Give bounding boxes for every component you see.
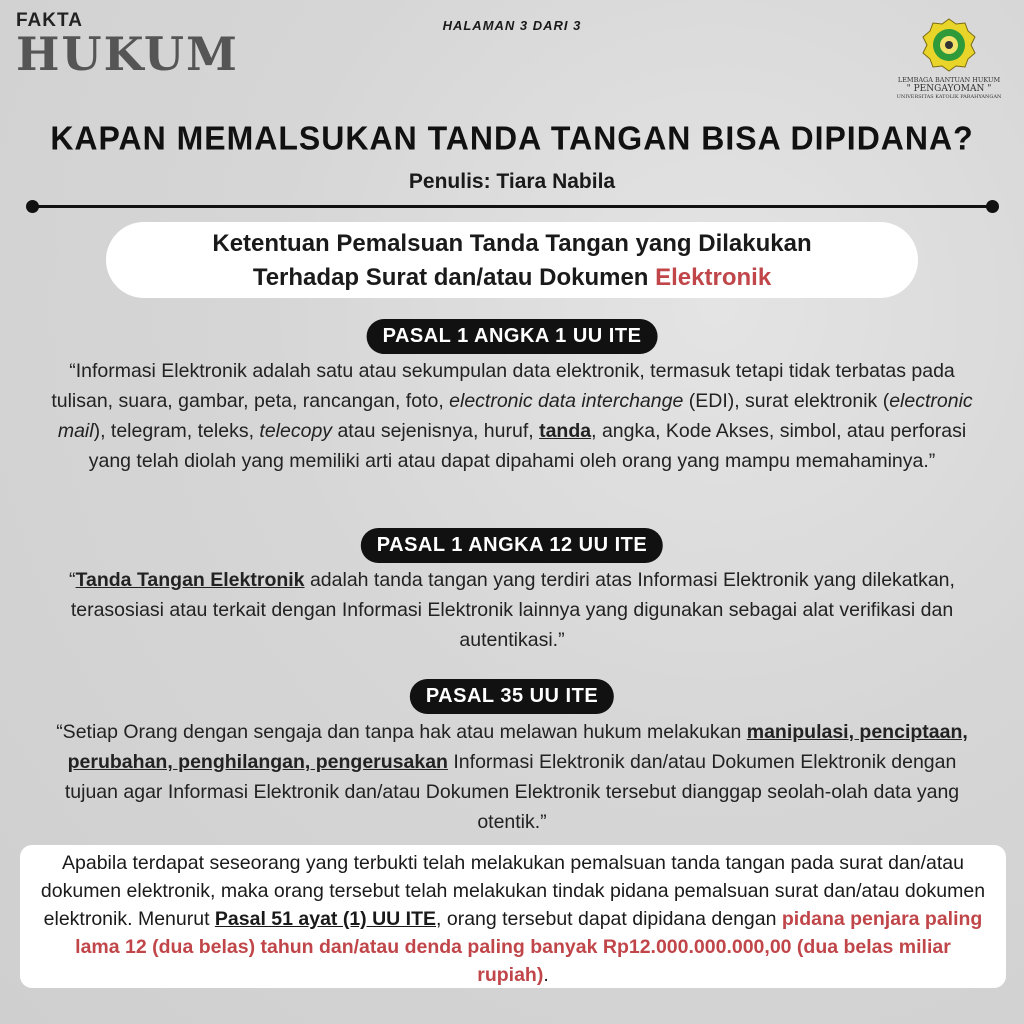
text: ), telegram, teleks,	[93, 420, 260, 442]
text: , orang tersebut dapat dipidana dengan	[436, 908, 782, 930]
italic-text: electronic data interchange	[449, 390, 684, 412]
page-title: KAPAN MEMALSUKAN TANDA TANGAN BISA DIPIDANA?	[50, 119, 974, 157]
emphasis: manipulasi, penciptaan, perubahan, penghilangan, pengerusakan	[67, 721, 968, 773]
emphasis: Tanda Tangan Elektronik	[75, 569, 305, 591]
author: Penulis: Tiara Nabila	[408, 170, 616, 193]
pasal-12-text	[60, 565, 964, 655]
text: Informasi Elektronik dan/atau Dokumen Elektronik dengan tujuan agar Informasi Elektronik dan/atau Dokumen Elektronik tersebut dianggap seolah-olah data yang otentik.”	[64, 751, 960, 833]
penalty-text: pidana penjara paling lama 12 (dua belas) tahun dan/atau denda paling banyak Rp12.000.000.000,00 (dua belas miliar rupiah)	[75, 908, 983, 986]
brand-big: HUKUM	[16, 27, 239, 81]
text: , angka, Kode Akses, simbol, atau perforasi yang telah diolah yang memiliki arti atau dapat dipahami oleh orang yang mampu memahaminya.”	[88, 420, 967, 472]
italic-text: telecopy	[259, 420, 333, 442]
section-highlight: Elektronik	[655, 264, 772, 291]
section-line2: Terhadap Surat dan/atau Dokumen	[252, 264, 656, 291]
text: (EDI), surat elektronik (	[683, 390, 890, 412]
logo-line1: LEMBAGA BANTUAN HUKUM	[897, 76, 1001, 84]
conclusion-box	[20, 845, 1006, 988]
text: .	[543, 964, 549, 986]
pasal-12-badge: PASAL 1 ANGKA 12 UU ITE	[361, 528, 663, 563]
institution-logo	[884, 18, 1014, 100]
pasal-35-text	[40, 717, 984, 837]
pasal-1-text	[40, 356, 984, 476]
divider	[32, 205, 993, 208]
page-indicator: HALAMAN 3 DARI 3	[442, 18, 582, 33]
text: “Informasi Elektronik adalah satu atau sekumpulan data elektronik, termasuk tetapi tidak terbatas pada tulisan, suara, gambar, peta, rancangan, foto,	[51, 360, 955, 412]
text: Apabila terdapat seseorang yang terbukti telah melakukan pemalsuan tanda tangan pada surat dan/atau dokumen elektronik, maka orang tersebut telah melakukan tindak pidana pemalsuan surat dan/atau dokumen elektronik. Menurut	[40, 852, 986, 930]
text: “Setiap Orang dengan sengaja dan tanpa hak atau melawan hukum melakukan	[56, 721, 747, 743]
italic-text: electronic mail	[57, 390, 973, 442]
brand-small: FAKTA	[16, 10, 83, 31]
section-line1: Ketentuan Pemalsuan Tanda Tangan yang Dilakukan	[212, 230, 812, 257]
text: “	[69, 569, 76, 591]
seal-icon	[922, 18, 976, 72]
pasal-35-badge: PASAL 35 UU ITE	[410, 679, 614, 714]
logo-line3: UNIVERSITAS KATOLIK PARAHYANGAN	[896, 94, 1002, 100]
emphasis: tanda	[539, 420, 592, 442]
section-heading	[106, 222, 918, 298]
logo-line2: " PENGAYOMAN "	[906, 84, 992, 94]
text: atau sejenisnya, huruf,	[332, 420, 540, 442]
pasal-1-badge: PASAL 1 ANGKA 1 UU ITE	[367, 319, 658, 354]
text: adalah tanda tangan yang terdiri atas Informasi Elektronik yang dilekatkan, terasosiasi atau terkait dengan Informasi Elektronik lainnya yang digunakan sebagai alat verifikasi dan autentikasi.”	[70, 569, 955, 651]
emphasis: Pasal 51 ayat (1) UU ITE	[214, 908, 437, 930]
